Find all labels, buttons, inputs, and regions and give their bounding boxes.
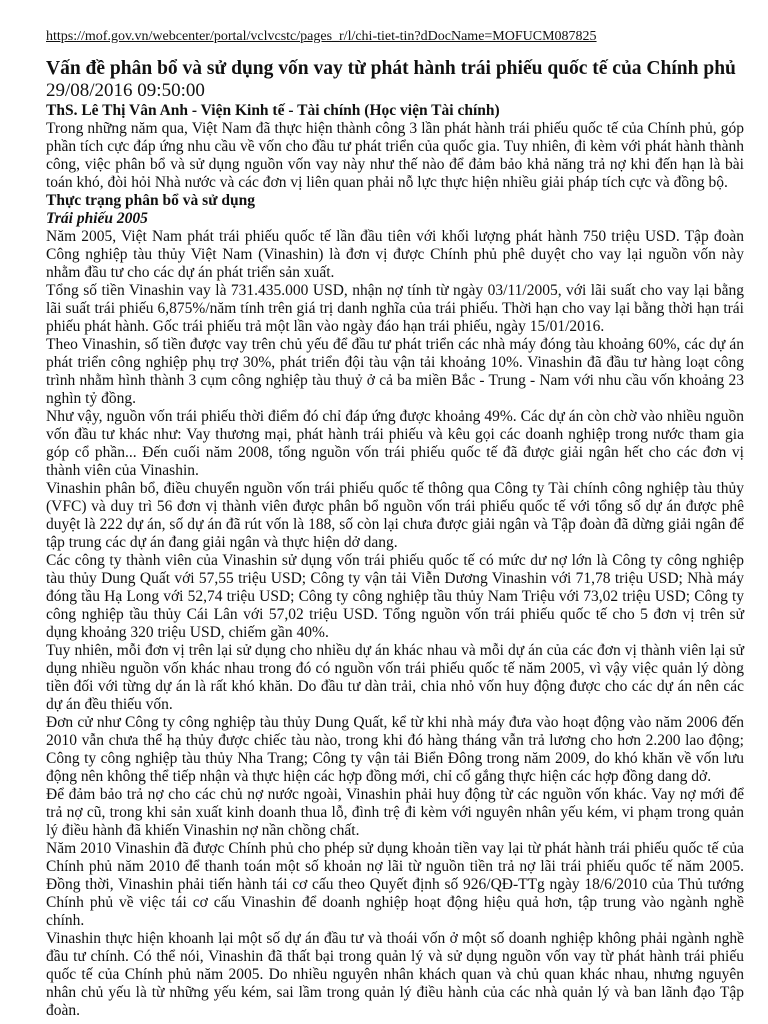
body-paragraph: Các công ty thành viên của Vinashin sử dụng vốn trái phiếu quốc tế có mức dư nợ lớn là Công ty công nghiệp tàu thủy Dung Quất với 57,55 triệu USD; Công ty vận tải Viễn Dương Vinashin với 71,78 triệu USD; Nhà máy đóng tầu Hạ Long với 52,74 triệu USD; Công ty công nghiệp tầu thủy Nam Triệu với 73,02 triệu USD; Công ty công nghiệp tầu thủy Cái Lân với 57,02 triệu USD. Tổng nguồn vốn trái phiếu quốc tế cho 5 đơn vị trên sử dụng khoảng 320 triệu USD, chiếm gần 40%. <box>46 552 744 641</box>
body-paragraph: Tuy nhiên, mỗi đơn vị trên lại sử dụng cho nhiều dự án khác nhau và mỗi dự án của các đơn vị thành viên lại sử dụng nhiều nguồn vốn khác nhau trong đó có nguồn vốn trái phiếu quốc tế năm 2005, vì vậy việc quản lý dòng tiền đối với từng dự án là rất khó khăn. Do đầu tư dàn trải, chia nhỏ vốn huy động được cho các dự án nên các dự án đều thiếu vốn. <box>46 642 744 713</box>
intro-paragraph: Trong những năm qua, Việt Nam đã thực hiện thành công 3 lần phát hành trái phiếu quốc tế của Chính phủ, góp phần tích cực đáp ứng nhu cầu về vốn cho đầu tư phát triển của quốc gia. Tuy nhiên, đi kèm với phát hành thành công, việc phân bổ và sử dụng nguồn vốn vay này như thế nào để đảm bảo khả năng trả nợ khi đến hạn là bài toán khó, đòi hỏi Nhà nước và các đơn vị liên quan phải nỗ lực thực hiện nhiều giải pháp tích cực và đồng bộ. <box>46 120 744 191</box>
source-url-link[interactable]: https://mof.gov.vn/webcenter/portal/vclvcstc/pages_r/l/chi-tiet-tin?dDocName=MOFUCM087825 <box>46 29 597 44</box>
article-title: Vấn đề phân bổ và sử dụng vốn vay từ phát hành trái phiếu quốc tế của Chính phủ <box>46 58 736 79</box>
body-paragraph: Năm 2010 Vinashin đã được Chính phủ cho phép sử dụng khoản tiền vay lại từ phát hành trái phiếu quốc tế của Chính phủ năm 2010 để thanh toán một số khoản nợ lãi từ nguồn tiền trả nợ lãi trái phiếu quốc tế năm 2005. Đồng thời, Vinashin phải tiến hành tái cơ cấu theo Quyết định số 926/QĐ-TTg ngày 18/6/2010 của Thủ tướng Chính phủ về việc tái cơ cấu Vinashin để doanh nghiệp hoạt động hiệu quả hơn, tập trung vào ngành nghề chính. <box>46 840 744 929</box>
body-paragraph: Vinashin phân bổ, điều chuyển nguồn vốn trái phiếu quốc tế thông qua Công ty Tài chính công nghiệp tàu thủy (VFC) và duy trì 56 đơn vị thành viên được phân bổ nguồn vốn trái phiếu quốc tế với tổng số dự án được phê duyệt là 222 dự án, số dự án đã rút vốn là 188, số còn lại chưa được giải ngân và Tập đoàn đã dừng giải ngân để tập trung các dự án đang giải ngân và thực hiện dở dang. <box>46 480 744 551</box>
body-paragraph: Tổng số tiền Vinashin vay là 731.435.000 USD, nhận nợ tính từ ngày 03/11/2005, với lãi suất cho vay lại bằng lãi suất trái phiếu 6,875%/năm tính trên giá trị danh nghĩa của trái phiếu. Thời hạn cho vay lại bằng thời hạn trái phiếu phát hành. Gốc trái phiếu trả một lần vào ngày đáo hạn trái phiếu, ngày 15/01/2016. <box>46 282 744 335</box>
body-paragraph: Như vậy, nguồn vốn trái phiếu thời điểm đó chỉ đáp ứng được khoảng 49%. Các dự án còn chờ vào nhiều nguồn vốn đầu tư khác như: Vay thương mại, phát hành trái phiếu và kêu gọi các doanh nghiệp trong nước tham gia góp cổ phần... Đến cuối năm 2008, tổng nguồn vốn trái phiếu quốc tế đã được giải ngân hết cho các đơn vị thành viên của Vinashin. <box>46 408 744 479</box>
author-line: ThS. Lê Thị Vân Anh - Viện Kinh tế - Tài chính (Học viện Tài chính) <box>46 102 500 119</box>
body-paragraph: Đơn cử như Công ty công nghiệp tàu thủy Dung Quất, kể từ khi nhà máy đưa vào hoạt động vào năm 2006 đến 2010 vẫn chưa thể hạ thủy được chiếc tàu nào, trong khi đó hàng tháng vẫn trả lương cho hơn 2.200 lao động; Công ty công nghiệp tàu thủy Nha Trang; Công ty vận tải Biển Đông trong năm 2009, do khó khăn về vốn lưu động nên không thể tiếp nhận và thực hiện các hợp đồng mới, chỉ cố gắng thực hiện các hợp đồng dang dở. <box>46 714 744 785</box>
body-paragraph: Năm 2005, Việt Nam phát trái phiếu quốc tế lần đầu tiên với khối lượng phát hành 750 triệu USD. Tập đoàn Công nghiệp tàu thủy Việt Nam (Vinashin) là đơn vị được Chính phủ phê duyệt cho vay lại nguồn vốn này nhằm đầu tư cho các dự án phát triển sản xuất. <box>46 228 744 281</box>
publish-date: 29/08/2016 09:50:00 <box>46 80 205 101</box>
section-heading: Thực trạng phân bổ và sử dụng <box>46 192 255 209</box>
body-paragraph: Để đảm bảo trả nợ cho các chủ nợ nước ngoài, Vinashin phải huy động từ các nguồn vốn khác. Vay nợ mới để trả nợ cũ, trong khi sản xuất kinh doanh thua lỗ, đình trệ đi kèm với nguyên nhân yếu kém, vi phạm trong quản lý điều hành đã khiến Vinashin nợ nần chồng chất. <box>46 786 744 839</box>
subsection-heading: Trái phiếu 2005 <box>46 210 148 227</box>
body-paragraph: Vinashin thực hiện khoanh lại một số dự án đầu tư và thoái vốn ở một số doanh nghiệp không phải ngành nghề đầu tư chính. Có thể nói, Vinashin đã thất bại trong quản lý và sử dụng nguồn vốn vay từ phát hành trái phiếu quốc tế của Chính phủ năm 2005. Do nhiều nguyên nhân khách quan và chủ quan khác nhau, nhưng nguyên nhân chủ yếu là từ những yếu kém, sai lầm trong quản lý điều hành của các nhà quản lý và ban lãnh đạo Tập đoàn. <box>46 930 744 1019</box>
body-paragraph: Theo Vinashin, số tiền được vay trên chủ yếu để đầu tư phát triển các nhà máy đóng tàu khoảng 60%, các dự án phát triển công nghiệp phụ trợ 30%, phát triển đội tàu vận tải khoảng 10%. Vinashin đã đầu tư hàng loạt công trình nhằm hình thành 3 cụm công nghiệp tàu thuỷ ở cả ba miền Bắc - Trung - Nam với nhu cầu vốn khoảng 23 nghìn tỷ đồng. <box>46 336 744 407</box>
